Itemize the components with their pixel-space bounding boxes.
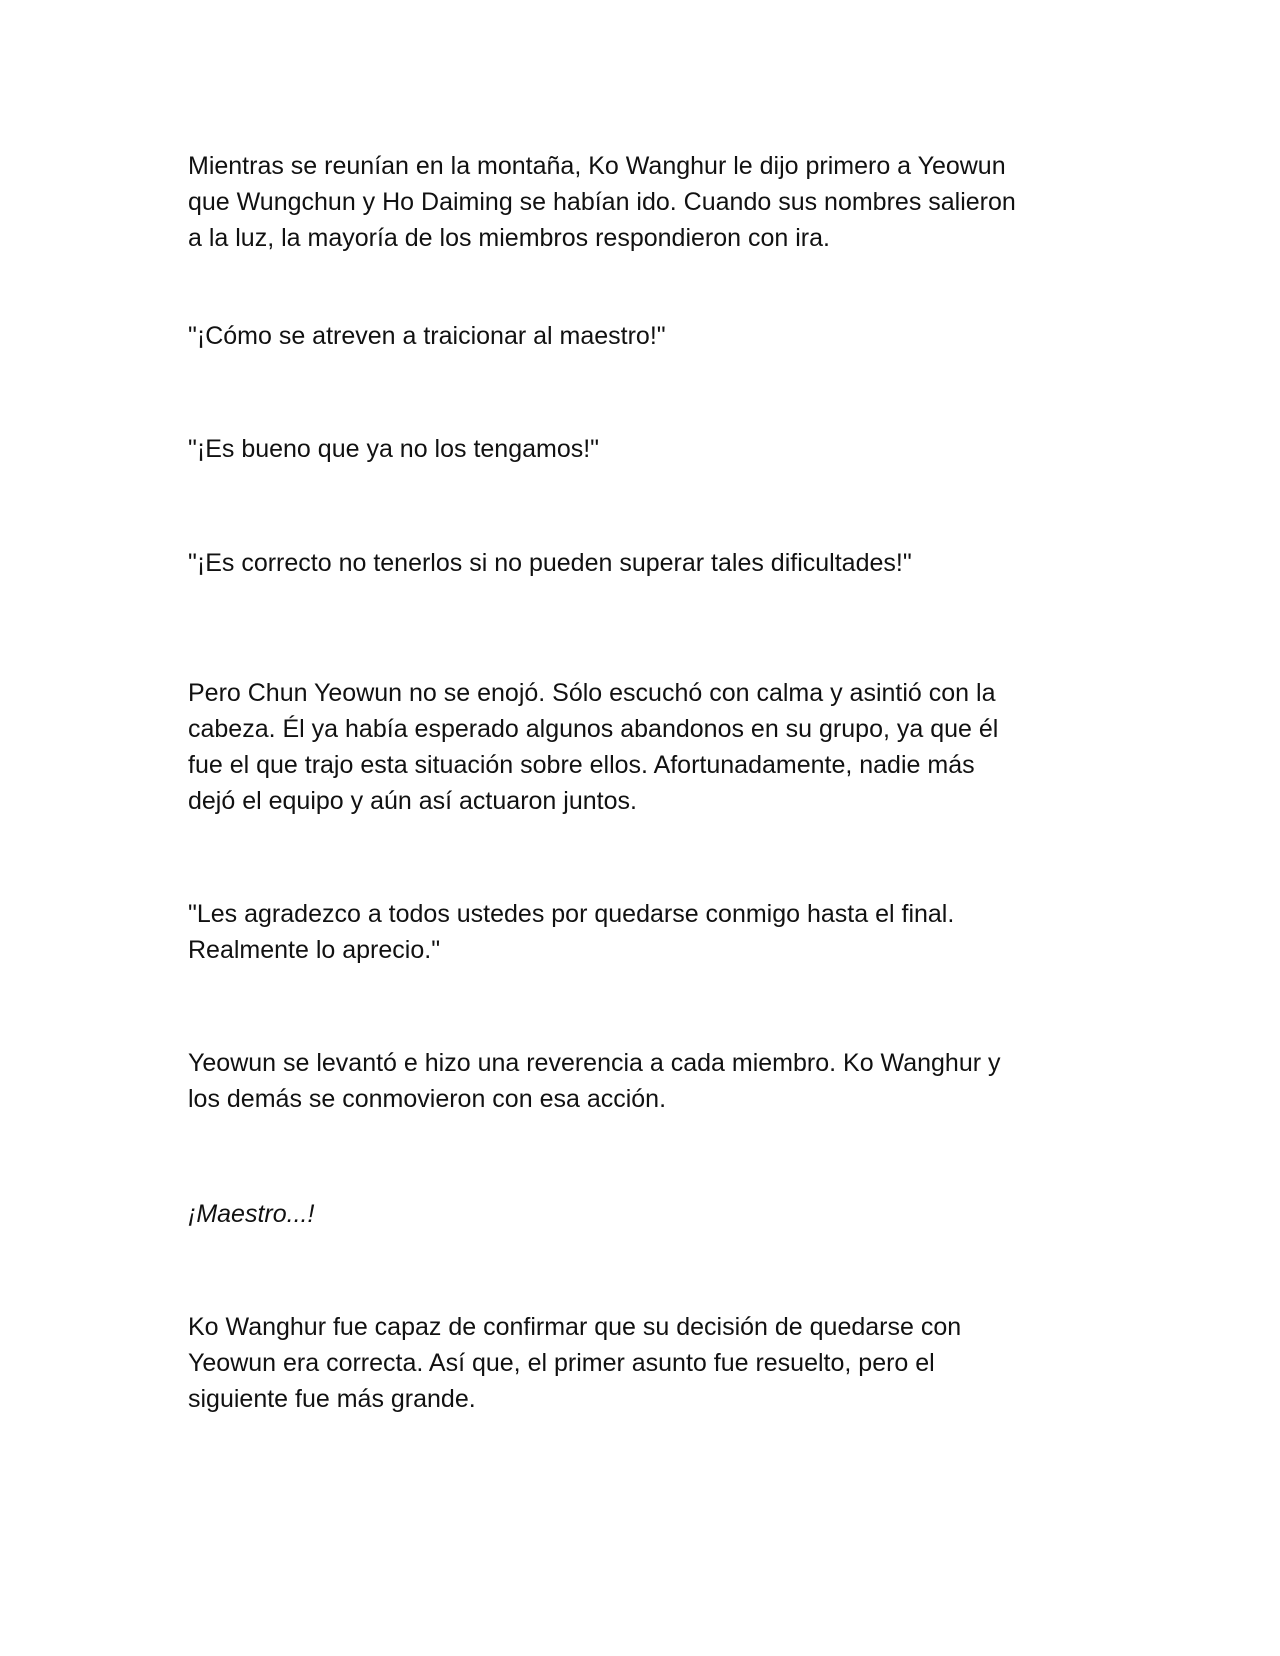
paragraph-narration-3: Yeowun se levantó e hizo una reverencia a cada miembro. Ko Wanghur y los demás se conmovieron con esa acción.: [188, 1049, 1001, 1113]
paragraph-narration-1: Mientras se reunían en la montaña, Ko Wanghur le dijo primero a Yeowun que Wungchun y Ho Daiming se habían ido. Cuando sus nombres salieron a la luz, la mayoría de los miembros respondieron con ira.: [188, 152, 1016, 252]
paragraph-dialogue-3: "¡Es correcto no tenerlos si no pueden superar tales dificultades!": [188, 549, 912, 577]
paragraph-narration-4: Ko Wanghur fue capaz de confirmar que su decisión de quedarse con Yeowun era correcta. Así que, el primer asunto fue resuelto, pero el siguiente fue más grande.: [188, 1313, 962, 1413]
paragraph-dialogue-1: "¡Cómo se atreven a traicionar al maestro!": [188, 322, 666, 350]
paragraph-thought: ¡Maestro...!: [188, 1200, 315, 1228]
paragraph-dialogue-4: "Les agradezco a todos ustedes por quedarse conmigo hasta el final. Realmente lo aprecio.": [188, 900, 955, 964]
paragraph-narration-2: Pero Chun Yeowun no se enojó. Sólo escuchó con calma y asintió con la cabeza. Él ya había esperado algunos abandonos en su grupo, ya que él fue el que trajo esta situación sobre ellos. Afortunadamente, nadie más dejó el equipo y aún así actuaron juntos.: [188, 679, 999, 815]
paragraph-dialogue-2: "¡Es bueno que ya no los tengamos!": [188, 435, 600, 463]
